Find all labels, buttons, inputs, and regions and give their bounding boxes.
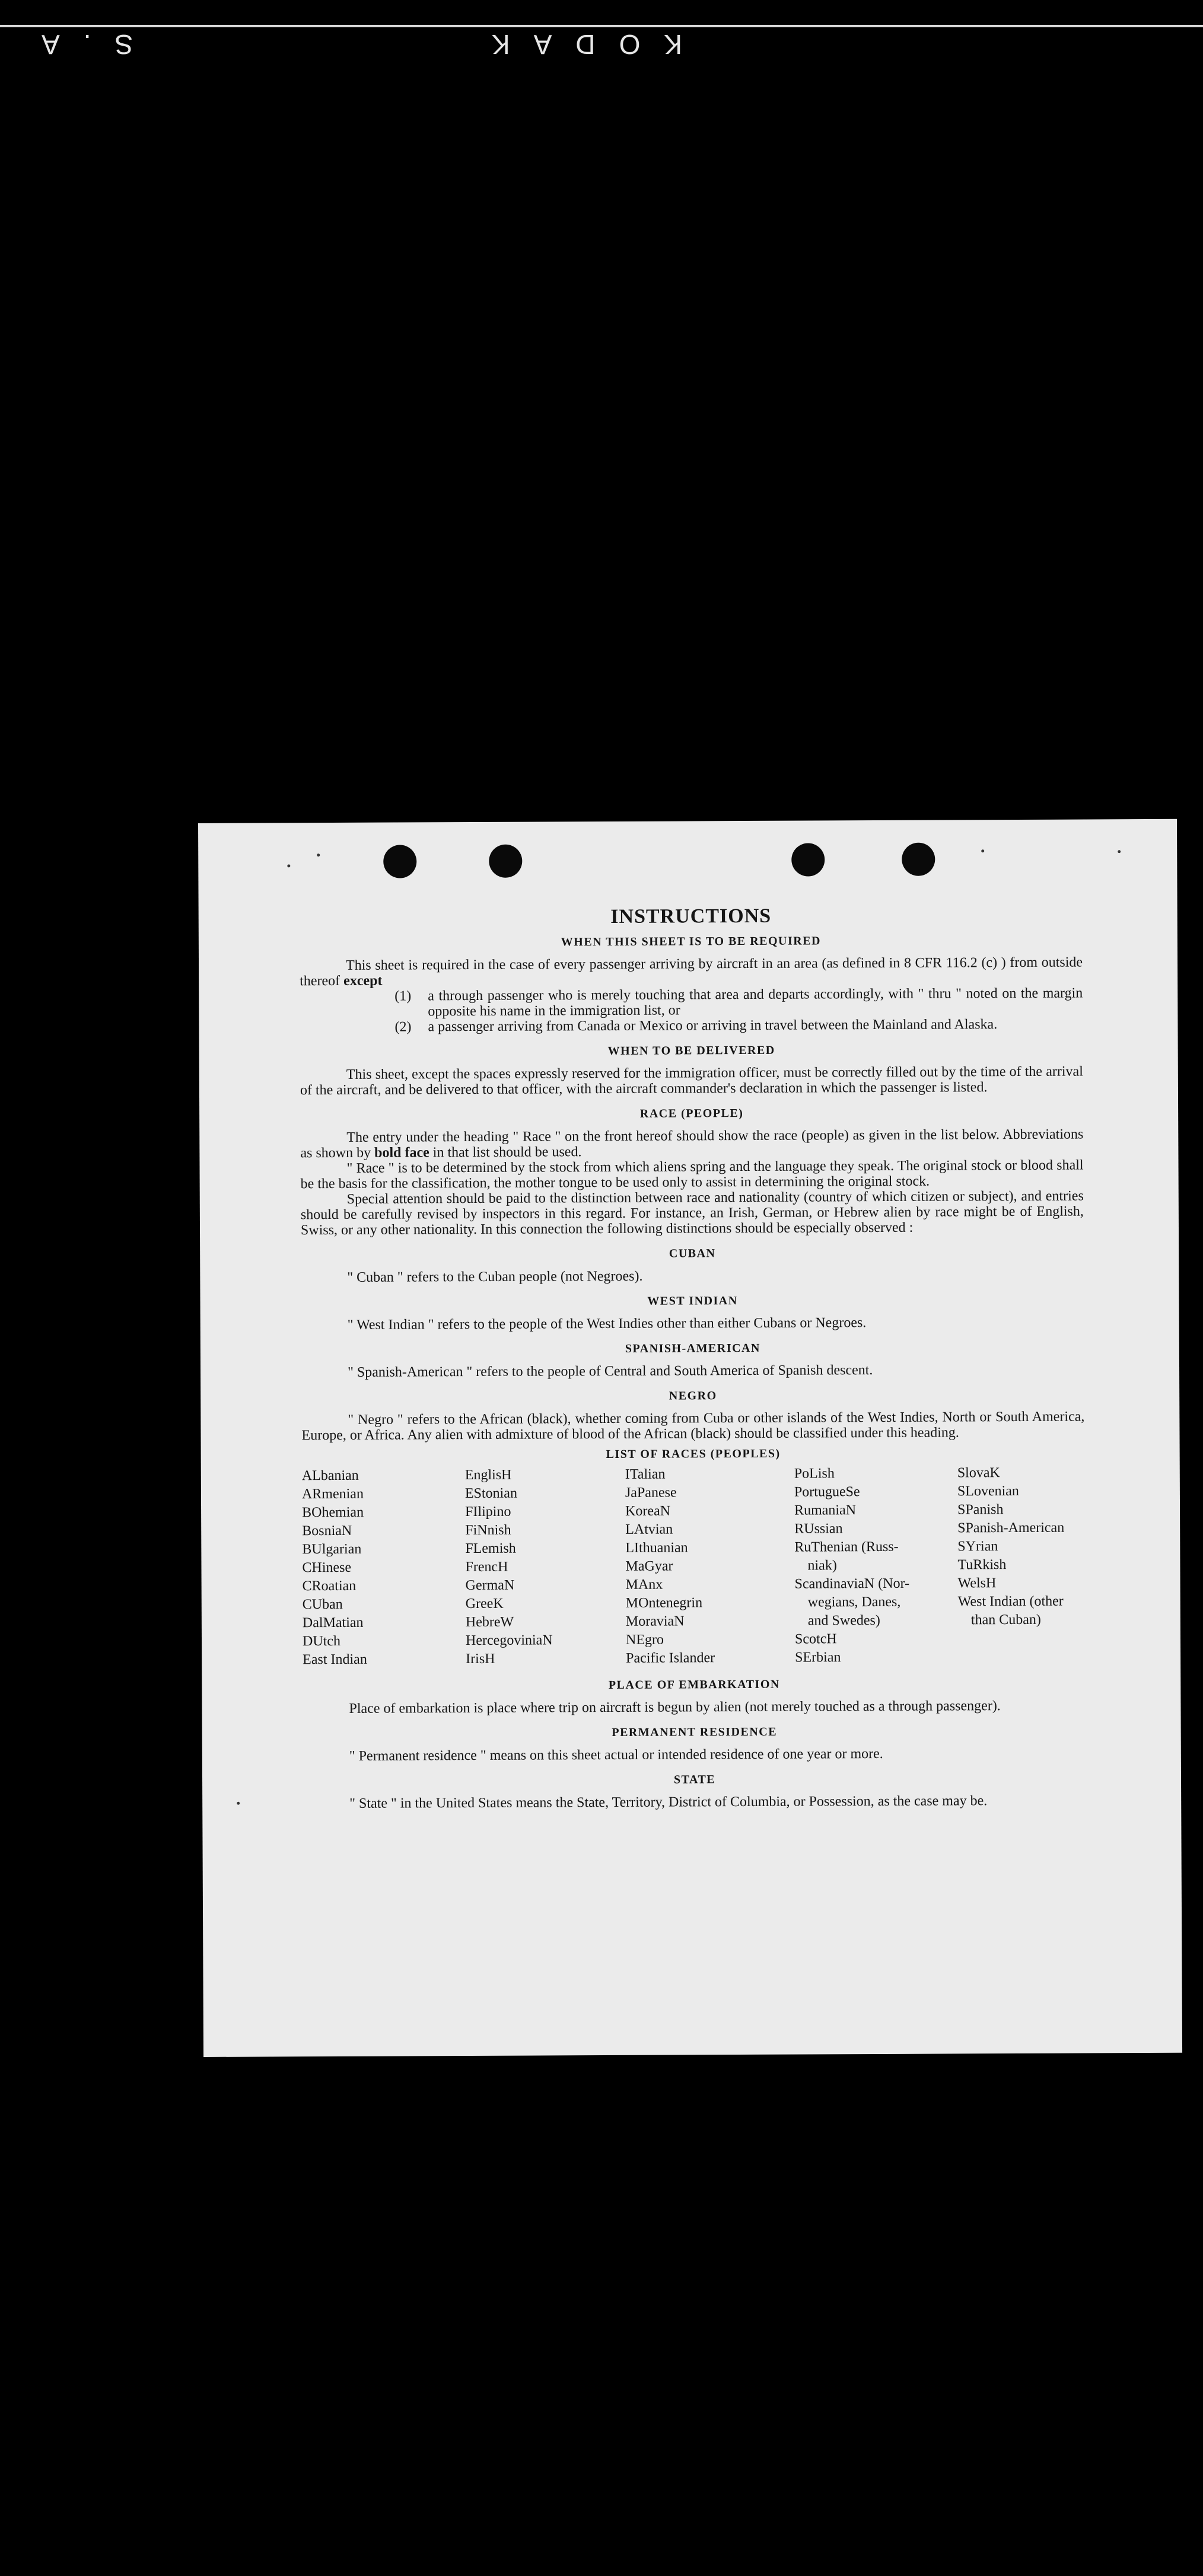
race-entry: FrencH (465, 1559, 508, 1575)
punch-hole (902, 843, 935, 876)
race-entry: PoLish (794, 1466, 835, 1482)
race-entry: BosniaN (302, 1523, 352, 1539)
race-entry: CHinese (302, 1559, 352, 1576)
race-entry: East Indian (303, 1651, 367, 1668)
punch-hole (489, 845, 522, 878)
race-entry: SPanish-American (957, 1520, 1065, 1536)
race-entry: HercegoviniaN (465, 1632, 553, 1649)
race-paragraph: The entry under the heading " Race " on the front hereof should show the race (people) as given in the list below. Abbreviations as shown by bold face in that list should be used. (300, 1126, 1084, 1161)
race-entry: niak) (807, 1558, 837, 1574)
embarkation-text: Place of embarkation is place where trip on aircraft is begun by alien (not merely touched as a through passenger). (349, 1698, 1001, 1717)
instructions-body (300, 907, 1087, 1811)
race-entry: SPanish (957, 1502, 1004, 1518)
race-entry: RuThenian (Russ- (794, 1539, 899, 1555)
race-entry: BOhemian (302, 1504, 364, 1521)
film-edge-right-mark: S.A (18, 29, 133, 60)
races-column (302, 1466, 466, 1669)
speck (317, 854, 320, 856)
document-sheet (198, 819, 1182, 2057)
exception-item: (2) a passenger arriving from Canada or Mexico or arriving in travel between the Mainland and Alaska. (394, 1017, 998, 1035)
section-heading-spanish-american: SPANISH-AMERICAN (625, 1341, 760, 1355)
punch-hole (791, 843, 825, 876)
exception-item: (1) a through passenger who is merely touching that area and departs accordingly, with " thru " noted on the margin opposite his name in the immigration list, or (394, 985, 1083, 1020)
race-entry: FiNnish (465, 1522, 511, 1539)
race-entry: GermaN (465, 1577, 515, 1594)
race-entry: RumaniaN (794, 1502, 857, 1518)
punch-hole (383, 845, 416, 878)
race-entry: DalMatian (302, 1615, 364, 1631)
section-heading-embarkation: PLACE OF EMBARKATION (608, 1677, 780, 1692)
race-entry: PortugueSe (794, 1484, 860, 1500)
races-column (465, 1466, 626, 1668)
race-entry: wegians, Danes, (807, 1594, 901, 1610)
speck (1118, 850, 1121, 853)
race-entry: RUssian (794, 1521, 843, 1537)
race-entry: IrisH (466, 1651, 495, 1667)
race-entry: LIthuanian (625, 1540, 688, 1556)
race-entry: EnglisH (464, 1467, 512, 1483)
race-entry: JaPanese (625, 1485, 677, 1501)
races-column (625, 1465, 795, 1668)
race-entry: DUtch (302, 1633, 341, 1650)
spanish-american-text: " Spanish-American " refers to the people of Central and South America of Spanish descent. (347, 1362, 873, 1380)
race-entry: SLovenian (957, 1483, 1019, 1499)
race-entry: ITalian (625, 1466, 666, 1482)
race-paragraph: Special attention should be paid to the distinction between race and nationality (country of which citizen or subject), and entries should be carefully revised by inspectors in this regard. For instance, an Irish, German, or Hebrew alien by race might be of English, Swiss, or any other nationality. In this connection the following distinctions should be especially observed : (300, 1188, 1084, 1238)
section-heading-when-delivered: WHEN TO BE DELIVERED (607, 1043, 775, 1058)
race-entry: ALbanian (301, 1467, 359, 1484)
race-entry: than Cuban) (970, 1612, 1041, 1628)
race-entry: SErbian (795, 1650, 841, 1666)
section-heading-cuban: CUBAN (669, 1247, 716, 1260)
when-delivered-text: This sheet, except the spaces expressly reserved for the immigration officer, must be correctly filled out by the time of the arrival of the aircraft, and be delivered to that officer, with the aircraft commander's declaration in which the passenger is listed. (300, 1063, 1083, 1098)
race-entry: ARmenian (301, 1486, 364, 1502)
speck (237, 1802, 240, 1805)
race-entry: MOntenegrin (625, 1595, 703, 1611)
races-column (794, 1464, 958, 1667)
race-entry: CRoatian (302, 1578, 357, 1594)
race-entry: FLemish (465, 1540, 516, 1557)
race-entry: TuRkish (957, 1557, 1007, 1573)
west-indian-text: " West Indian " refers to the people of the West Indies other than either Cubans or Negroes. (347, 1315, 867, 1333)
section-heading-west-indian: WEST INDIAN (647, 1294, 738, 1308)
race-entry: ScotcH (794, 1631, 837, 1647)
section-heading-negro: NEGRO (669, 1389, 717, 1403)
page-title: INSTRUCTIONS (610, 905, 772, 928)
race-entry: SYrian (957, 1539, 998, 1555)
race-entry: KoreaN (625, 1503, 671, 1519)
speck (287, 864, 290, 867)
race-entry: LAtvian (625, 1521, 673, 1537)
race-entry: West Indian (other (957, 1593, 1064, 1610)
section-heading-state: STATE (673, 1773, 716, 1787)
race-entry: FIlipino (465, 1504, 511, 1520)
race-entry: Pacific Islander (626, 1650, 715, 1666)
residence-text: " Permanent residence " means on this sheet actual or intended residence of one year or more. (349, 1746, 883, 1764)
film-edge-marking (18, 27, 682, 61)
cuban-text: " Cuban " refers to the Cuban people (not Negroes). (347, 1268, 643, 1285)
race-entry: ScandinaviaN (Nor- (794, 1575, 910, 1592)
race-entry: BUlgarian (302, 1541, 362, 1558)
speck (981, 849, 984, 852)
race-entry: MaGyar (625, 1558, 673, 1574)
section-heading-residence: PERMANENT RESIDENCE (612, 1725, 778, 1739)
race-entry: CUban (302, 1596, 343, 1613)
state-text: " State " in the United States means the State, Territory, District of Columbia, or Possession, as the case may be. (349, 1793, 988, 1811)
race-entry: SlovaK (957, 1465, 1000, 1481)
section-heading-race: RACE (PEOPLE) (639, 1106, 744, 1120)
race-entry: EStonian (464, 1485, 517, 1502)
section-heading-when-required: WHEN THIS SHEET IS TO BE REQUIRED (561, 934, 822, 949)
race-entry: MoraviaN (625, 1613, 685, 1629)
race-entry: MAnx (625, 1577, 663, 1593)
when-required-text: This sheet is required in the case of every passenger arriving by aircraft in an area (as defined in 8 CFR 116.2 (c) ) from outside thereof except (300, 954, 1083, 989)
races-table (302, 1463, 1086, 1669)
race-paragraph: " Race " is to be determined by the stock from which aliens spring and the language they speak. The original stock or blood shall be the basis for the classification, the mother tongue to be used only to assist in determining the original stock. (300, 1157, 1084, 1192)
race-entry: WelsH (957, 1575, 997, 1591)
negro-text: " Negro " refers to the African (black), whether coming from Cuba or other islands of the West Indies, North or South America, Europe, or Africa. Any alien with admixture of blood of the African (black) should be classified under this heading. (301, 1409, 1085, 1444)
race-entry: GreeK (465, 1596, 504, 1612)
race-entry: HebreW (465, 1614, 514, 1631)
races-column (957, 1463, 1086, 1666)
race-entry: NEgro (625, 1632, 664, 1648)
race-entry: and Swedes) (807, 1612, 880, 1629)
film-edge-left-mark: KODAK (467, 29, 682, 60)
section-heading-list-of-races: LIST OF RACES (PEOPLES) (606, 1447, 781, 1461)
